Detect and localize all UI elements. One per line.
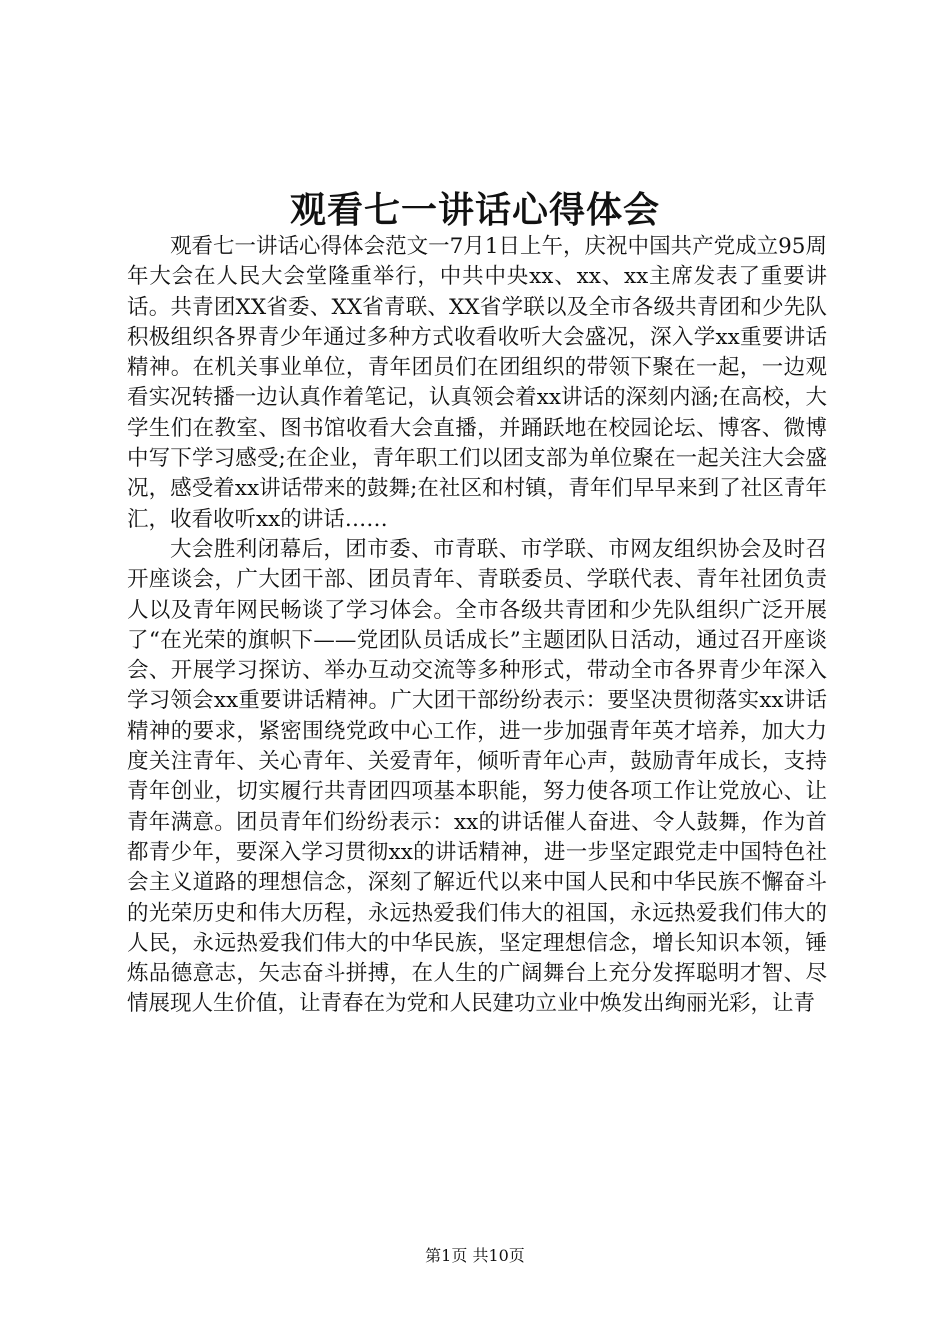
document-title: 观看七一讲话心得体会: [289, 189, 660, 231]
page-footer: 第1页 共10页: [425, 1246, 525, 1265]
document-body: [127, 232, 827, 1020]
paragraph-1: 观看七一讲话心得体会范文一7月1日上午，庆祝中国共产党成立95周年大会在人民大会堂隆重举行，中共中央xx、xx、xx主席发表了重要讲话。共青团XX省委、XX省青联、XX省学联以及全市各级共青团和少先队积极组织各界青少年通过多种方式收看收听大会盛况，深入学xx重要讲话精神。在机关事业单位，青年团员们在团组织的带领下聚在一起，一边观看实况转播一边认真作着笔记，认真领会着xx讲话的深刻内涵;在高校，大学生们在教室、图书馆收看大会直播，并踊跃地在校园论坛、博客、微博中写下学习感受;在企业，青年职工们以团支部为单位聚在一起关注大会盛况，感受着xx讲话带来的鼓舞;在社区和村镇，青年们早早来到了社区青年汇，收看收听xx的讲话……: [127, 234, 827, 532]
paragraph-2: 大会胜利闭幕后，团市委、市青联、市学联、市网友组织协会及时召开座谈会，广大团干部、团员青年、青联委员、学联代表、青年社团负责人以及青年网民畅谈了学习体会。全市各级共青团和少先队组织广泛开展了“在光荣的旗帜下——党团队员话成长”主题团队日活动，通过召开座谈会、开展学习探访、举办互动交流等多种形式，带动全市各界青少年深入学习领会xx重要讲话精神。广大团干部纷纷表示：要坚决贯彻落实xx讲话精神的要求，紧密围绕党政中心工作，进一步加强青年英才培养，加大力度关注青年、关心青年、关爱青年，倾听青年心声，鼓励青年成长，支持青年创业，切实履行共青团四项基本职能，努力使各项工作让党放心、让青年满意。团员青年们纷纷表示：xx的讲话催人奋进、令人鼓舞，作为首都青少年，要深入学习贯彻xx的讲话精神，进一步坚定跟党走中国特色社会主义道路的理想信念，深刻了解近代以来中国人民和中华民族不懈奋斗的光荣历史和伟大历程，永远热爱我们伟大的祖国，永远热爱我们伟大的人民，永远热爱我们伟大的中华民族，坚定理想信念，增长知识本领，锤炼品德意志，矢志奋斗拼搏，在人生的广阔舞台上充分发挥聪明才智、尽情展现人生价值，让青春在为党和人民建功立业中焕发出绚丽光彩，让青: [127, 536, 827, 1017]
